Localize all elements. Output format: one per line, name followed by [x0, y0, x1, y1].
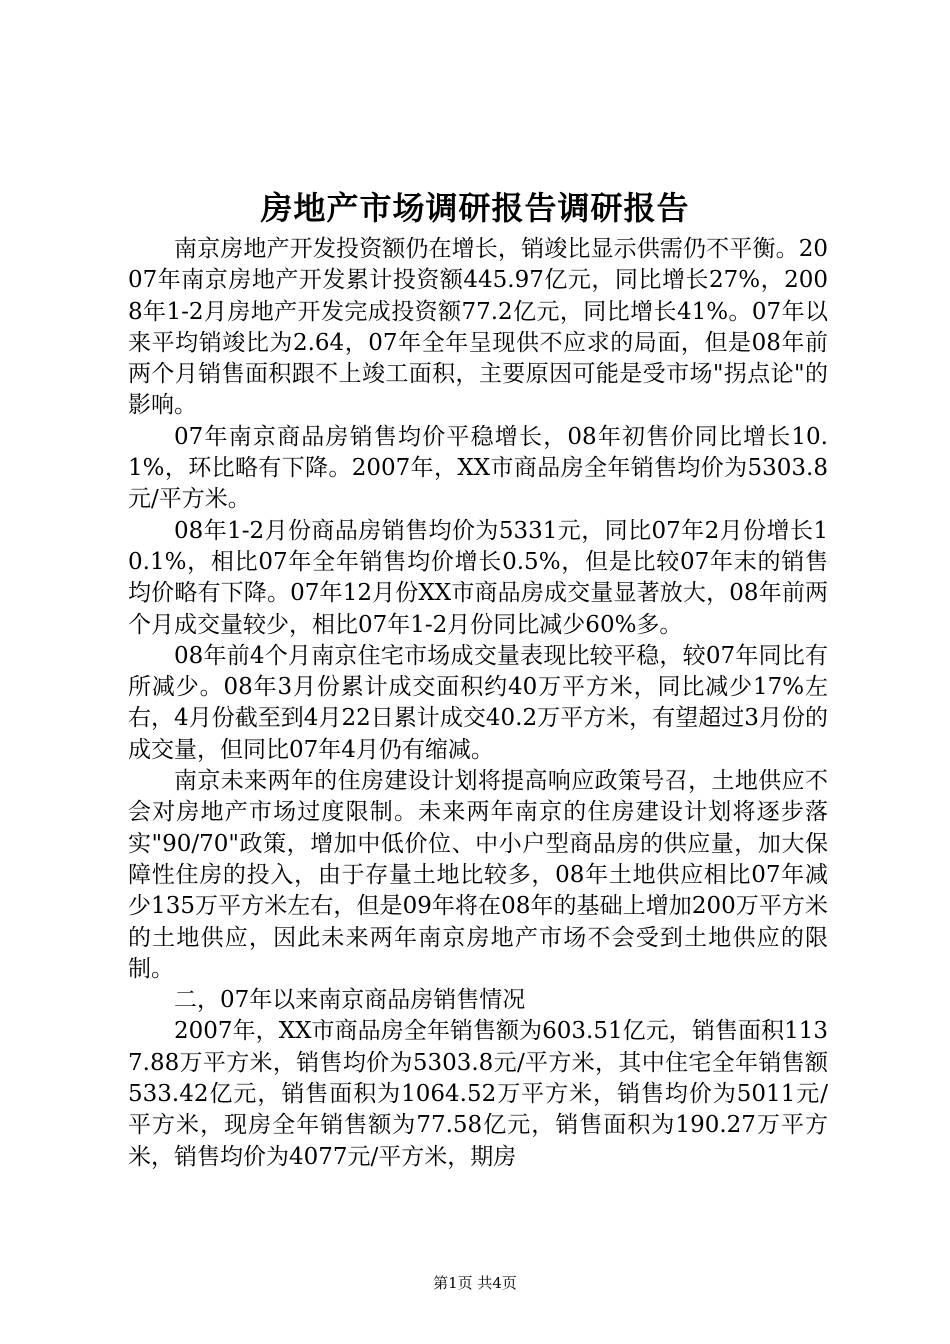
page-footer: 第1页 共4页 [433, 1274, 517, 1292]
paragraph-first-four-months: 08年前4个月南京住宅市场成交量表现比较平稳，较07年同比有所减少。08年3月份累计成交面积约40万平方米，同比减少17%左右，4月份截至到4月22日累计成交40.2万平方米，有望超过3月份的成交量，但同比07年4月仍有缩减。 [128, 642, 828, 763]
paragraph-average-price: 07年南京商品房销售均价平稳增长，08年初售价同比增长10.1%，环比略有下降。2007年，XX市商品房全年销售均价为5303.8元/平方米。 [128, 423, 828, 513]
paragraph-investment: 南京房地产开发投资额仍在增长，销竣比显示供需仍不平衡。2007年南京房地产开发累计投资额445.97亿元，同比增长27%，2008年1-2月房地产开发完成投资额77.2亿元，同比增长41%。07年以来平均销竣比为2.64，07年全年呈现供不应求的局面，但是08年前两个月销售面积跟不上竣工面积，主要原因可能是受市场"拐点论"的影响。 [128, 236, 828, 419]
paragraph-housing-plan: 南京未来两年的住房建设计划将提高响应政策号召，土地供应不会对房地产市场过度限制。未来两年南京的住房建设计划将逐步落实"90/70"政策，增加中低价位、中小户型商品房的供应量，加大保障性住房的投入，由于存量土地比较多，08年土地供应相比07年减少135万平方米左右，但是09年将在08年的基础上增加200万平方米的土地供应，因此未来两年南京房地产市场不会受到土地供应的限制。 [128, 768, 828, 982]
paragraph-jan-feb-price: 08年1-2月份商品房销售均价为5331元，同比07年2月份增长10.1%，相比07年全年销售均价增长0.5%，但是比较07年末的销售均价略有下降。07年12月份XX市商品房成交量显著放大，08年前两个月成交量较少，相比07年1-2月份同比减少60%多。 [128, 517, 828, 638]
paragraph-sales-2007: 2007年，XX市商品房全年销售额为603.51亿元，销售面积1137.88万平方米，销售均价为5303.8元/平方米，其中住宅全年销售额533.42亿元，销售面积为1064.52万平方米，销售均价为5011元/平方米，现房全年销售额为77.58亿元，销售面积为190.27万平方米，销售均价为4077元/平方米，期房 [128, 1018, 828, 1170]
document-body [128, 234, 828, 1173]
section-heading-sales: 二，07年以来南京商品房销售情况 [174, 987, 526, 1014]
document-title: 房地产市场调研报告调研报告 [260, 189, 690, 227]
